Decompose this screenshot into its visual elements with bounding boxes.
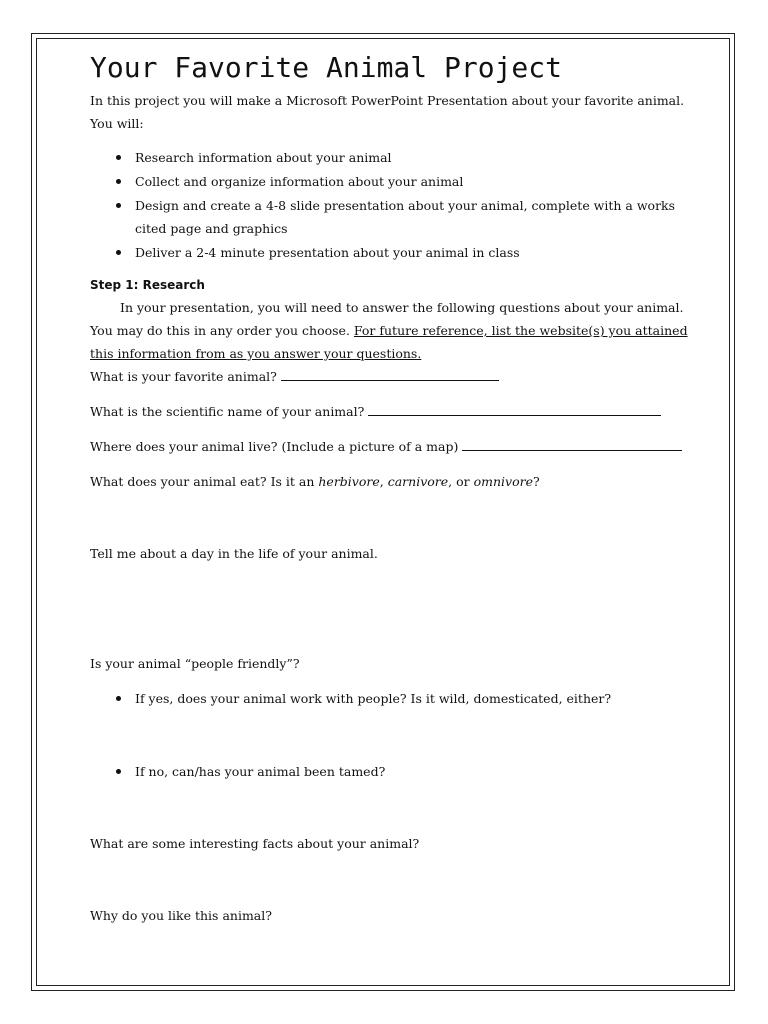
question-favorite-animal bbox=[90, 365, 690, 388]
document-title: Your Favorite Animal Project bbox=[90, 51, 563, 84]
answer-blank-habitat[interactable] bbox=[462, 436, 682, 451]
objective-item: Deliver a 2-4 minute presentation about your animal in class bbox=[135, 241, 690, 264]
objective-item: Design and create a 4-8 slide presentation about your animal, complete with a works cited page and graphics bbox=[135, 194, 690, 240]
question-text: Where does your animal live? (Include a picture of a map) bbox=[90, 439, 463, 454]
question-interesting-facts: What are some interesting facts about your animal? bbox=[90, 836, 420, 851]
question-mark: ? bbox=[532, 474, 540, 489]
question-diet bbox=[90, 470, 690, 493]
question-text: What is your favorite animal? bbox=[90, 369, 281, 384]
people-friendly-list bbox=[90, 687, 690, 783]
question-text: What is the scientific name of your animal? bbox=[90, 404, 369, 419]
step1-text: In your presentation, you will need to answer the following questions about your animal. You may do this in any order you choose. bbox=[90, 300, 684, 338]
question-scientific-name bbox=[90, 400, 690, 423]
objectives-list bbox=[90, 146, 690, 264]
term-carnivore: carnivore bbox=[387, 474, 449, 489]
objective-item: Research information about your animal bbox=[135, 146, 690, 169]
people-friendly-yes: If yes, does your animal work with people? Is it wild, domesticated, either? bbox=[135, 687, 690, 710]
people-friendly-no: If no, can/has your animal been tamed? bbox=[135, 760, 690, 783]
answer-blank-favorite-animal[interactable] bbox=[281, 366, 499, 381]
step1-paragraph bbox=[90, 296, 690, 365]
question-people-friendly: Is your animal “people friendly”? bbox=[90, 656, 300, 671]
step1-heading: Step 1: Research bbox=[90, 278, 205, 292]
question-day-in-life: Tell me about a day in the life of your animal. bbox=[90, 546, 378, 561]
question-why-like: Why do you like this animal? bbox=[90, 908, 272, 923]
answer-blank-scientific-name[interactable] bbox=[368, 401, 661, 416]
step1-reference-note: For future reference, list the website(s) you attained this information from as you answer your questions. bbox=[90, 323, 688, 361]
term-omnivore: omnivore bbox=[473, 474, 533, 489]
question-text: What does your animal eat? Is it an bbox=[90, 474, 319, 489]
term-herbivore: herbivore bbox=[318, 474, 380, 489]
question-habitat bbox=[90, 435, 690, 458]
separator: , or bbox=[448, 474, 474, 489]
separator: , bbox=[379, 474, 388, 489]
intro-paragraph: In this project you will make a Microsoft PowerPoint Presentation about your favorite animal. You will: bbox=[90, 93, 685, 131]
objective-item: Collect and organize information about your animal bbox=[135, 170, 690, 193]
document-body bbox=[90, 48, 690, 927]
